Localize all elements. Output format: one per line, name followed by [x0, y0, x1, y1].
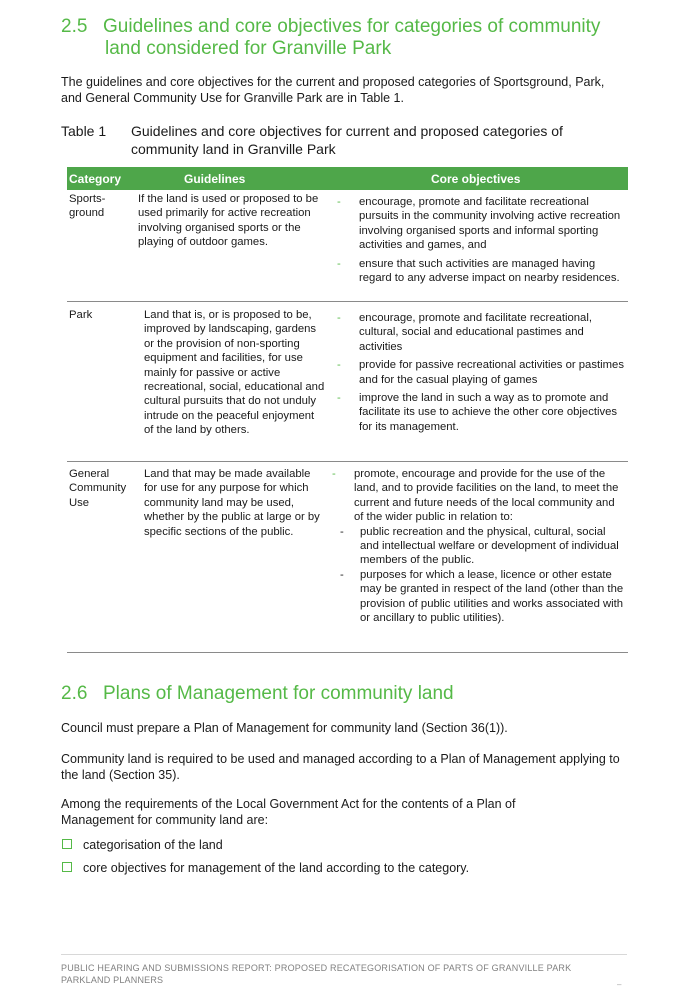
- page-footer: [61, 962, 631, 986]
- checkbox-bullet-icon: [62, 839, 72, 849]
- header-core-objectives: Core objectives: [431, 172, 521, 186]
- section-2-6-heading: [61, 683, 641, 705]
- dash-marker: -: [337, 392, 341, 405]
- row-category: [69, 467, 139, 510]
- checkbox-bullet-icon: [62, 862, 72, 872]
- dash-marker: -: [332, 468, 336, 480]
- sub-objective-item: [330, 525, 626, 568]
- category-line: General: [69, 468, 110, 480]
- table-caption-text: [131, 122, 611, 158]
- objective-item: [335, 311, 625, 354]
- row-core-objectives: [335, 311, 625, 438]
- sub-objective-text: purposes for which a lease, licence or other estate may be granted in respect of the land (other than the provision of public utilities and works associated with or ancillary to public utilities).: [360, 568, 624, 625]
- table-label: Table 1: [61, 123, 107, 139]
- category-line: Community: [69, 482, 127, 495]
- objective-text: ensure that such activities are managed having regard to any adverse impact on nearby residences.: [359, 257, 620, 285]
- dash-marker: -: [337, 312, 341, 324]
- row-guidelines: If the land is used or proposed to be used primarily for active recreation involving organised sports or the playing of outdoor games.: [138, 193, 319, 249]
- section-2-6-para-1: Council must prepare a Plan of Management for community land (Section 36(1)).: [61, 721, 508, 735]
- objective-item: [330, 467, 626, 525]
- section-2-6-title: Plans of Management for community land: [103, 683, 454, 704]
- section-number: 2.6: [61, 683, 88, 704]
- table-bottom-rule: [67, 652, 628, 653]
- objective-text: provide for passive recreational activities or pastimes and for the casual playing of games: [359, 359, 624, 386]
- section-2-5-intro: The guidelines and core objectives for the current and proposed categories of Sportsground, Park, and General Community Use for Granville Park are in Table 1.: [61, 75, 605, 105]
- heading-line-2: land considered for Granville Park: [105, 38, 392, 59]
- header-category: Category: [69, 172, 122, 186]
- objective-item: [335, 257, 625, 286]
- objective-item: [335, 391, 625, 434]
- dash-marker: -: [337, 257, 341, 270]
- row-divider: [67, 301, 628, 302]
- header-guidelines: Guidelines: [184, 172, 246, 186]
- list-item-text: categorisation of the land: [83, 838, 223, 852]
- objective-text: improve the land in such a way as to promote and facilitate its use to achieve the other core objectives for its management.: [359, 392, 618, 433]
- list-item: [61, 860, 621, 876]
- row-category: [69, 308, 139, 322]
- dash-marker: -: [337, 196, 341, 208]
- row-guidelines: Land that may be made available for use for any purpose for which community land may be used, whether by the public at large or by specific sections of the public.: [144, 468, 320, 538]
- row-divider: [67, 461, 628, 462]
- page-mark: –: [617, 980, 622, 989]
- objective-item: [335, 195, 625, 253]
- section-number: 2.5: [61, 16, 88, 37]
- section-2-6-para-3: Among the requirements of the Local Government Act for the contents of a Plan of Management for community land are:: [61, 797, 516, 827]
- objective-item: [335, 358, 625, 387]
- row-core-objectives: [335, 195, 625, 289]
- footer-report-title: PUBLIC HEARING AND SUBMISSIONS REPORT: PROPOSED RECATEGORISATION OF PARTS OF GRANVILLE PARK: [61, 963, 572, 973]
- sub-objective-item: [330, 568, 626, 626]
- dash-marker: -: [340, 568, 344, 581]
- dash-marker: -: [337, 359, 341, 372]
- sub-objective-text: public recreation and the physical, cultural, social and intellectual welfare or development of individual members of the public.: [360, 525, 619, 567]
- objective-text: encourage, promote and facilitate recreational, cultural, social and educational pastimes and activities: [359, 312, 592, 353]
- table-header-row: [67, 167, 628, 190]
- caption-line-1: Guidelines and core objectives for current and proposed categories of: [131, 123, 563, 139]
- footer-divider: [61, 954, 627, 955]
- row-category: [69, 192, 139, 221]
- footer-author: PARKLAND PLANNERS: [61, 975, 164, 985]
- section-2-6-para-2: Community land is required to be used and managed according to a Plan of Management applying to the land (Section 35).: [61, 752, 620, 782]
- objective-text: promote, encourage and provide for the use of the land, and to provide facilities on the land, to meet the current and future needs of the local community and of the wider public in relation to:: [354, 468, 619, 524]
- list-item: [61, 837, 621, 853]
- heading-line-1: Guidelines and core objectives for categories of community: [103, 16, 601, 37]
- category-line: ground: [69, 207, 105, 220]
- caption-line-2: community land in Granville Park: [131, 141, 336, 157]
- requirements-list: [61, 837, 621, 876]
- objective-text: encourage, promote and facilitate recreational pursuits in the community involving active recreation involving organised sports and informal sporting activities and games, and: [359, 196, 621, 252]
- category-line: Park: [69, 309, 93, 321]
- section-2-5-heading: [61, 16, 641, 60]
- category-line: Use: [69, 496, 90, 509]
- category-line: Sports-: [69, 193, 106, 205]
- list-item-text: core objectives for management of the land according to the category.: [83, 861, 470, 875]
- row-core-objectives: [330, 467, 626, 625]
- dash-marker: -: [340, 525, 344, 538]
- row-guidelines: Land that is, or is proposed to be, improved by landscaping, gardens or the provision of non-sporting equipment and facilities, for use mainly for passive or active recreational, social, educational and cultural pursuits that do not unduly intrude on the peaceful enjoyment of the land by others.: [144, 309, 325, 437]
